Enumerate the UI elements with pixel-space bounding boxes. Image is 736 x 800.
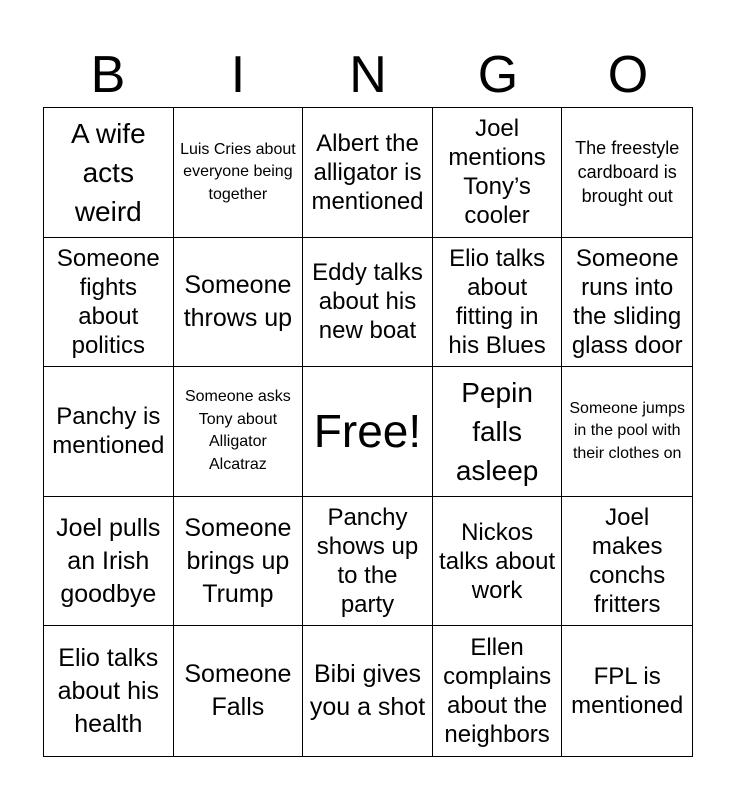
- bingo-cell-text: Elio talks about fitting in his Blues: [448, 244, 546, 359]
- bingo-free-cell[interactable]: [303, 367, 433, 497]
- bingo-cell[interactable]: [303, 108, 433, 238]
- bingo-cell-text: Joel makes conchs fritters: [589, 504, 666, 619]
- bingo-cell-text: The freestyle cardboard is brought out: [575, 138, 680, 207]
- bingo-cell[interactable]: [433, 108, 563, 238]
- bingo-cell[interactable]: [433, 238, 563, 368]
- bingo-cell[interactable]: [44, 626, 174, 756]
- header-letter-i: I: [230, 46, 246, 104]
- bingo-cell[interactable]: [44, 108, 174, 238]
- bingo-cell[interactable]: [303, 626, 433, 756]
- bingo-cell[interactable]: [433, 626, 563, 756]
- bingo-cell[interactable]: [562, 497, 692, 627]
- bingo-header: [43, 46, 693, 104]
- bingo-cell-text: Someone brings up Trump: [184, 513, 292, 608]
- bingo-cell-text: Someone runs into the sliding glass door: [571, 244, 683, 359]
- bingo-cell-text: Free!: [313, 405, 422, 458]
- bingo-cell[interactable]: [174, 367, 304, 497]
- bingo-cell[interactable]: [562, 626, 692, 756]
- bingo-cell-text: Someone throws up: [183, 270, 293, 332]
- bingo-cell-text: Panchy is mentioned: [52, 403, 165, 460]
- header-letter-g: G: [477, 46, 519, 104]
- header-letter-o: O: [607, 46, 649, 104]
- bingo-cell-text: Albert the alligator is mentioned: [311, 129, 424, 215]
- bingo-cell-text: Someone asks Tony about Alligator Alcatraz: [184, 388, 291, 473]
- bingo-cell[interactable]: [174, 626, 304, 756]
- header-letter-n: N: [349, 46, 387, 104]
- bingo-cell-text: Joel pulls an Irish goodbye: [56, 513, 161, 608]
- bingo-cell-text: Someone fights about politics: [56, 244, 160, 359]
- bingo-cell-text: Luis Cries about everyone being together: [180, 140, 296, 203]
- bingo-cell-text: Ellen complains about the neighbors: [443, 634, 552, 749]
- bingo-cell[interactable]: [44, 238, 174, 368]
- bingo-cell-text: Pepin falls asleep: [455, 376, 539, 486]
- bingo-cell-text: Panchy shows up to the party: [316, 504, 419, 619]
- bingo-cell[interactable]: [44, 367, 174, 497]
- bingo-cell[interactable]: [174, 238, 304, 368]
- bingo-cell[interactable]: [174, 497, 304, 627]
- bingo-cell-text: Bibi gives you a shot: [309, 660, 426, 722]
- header-letter-b: B: [90, 46, 126, 104]
- bingo-cell[interactable]: [303, 497, 433, 627]
- bingo-cell-text: A wife acts weird: [70, 117, 146, 227]
- bingo-cell-text: FPL is mentioned: [571, 663, 684, 720]
- bingo-grid: [43, 107, 693, 757]
- bingo-cell[interactable]: [433, 367, 563, 497]
- bingo-cell-text: Joel mentions Tony’s cooler: [448, 115, 546, 230]
- bingo-cell-text: Someone Falls: [184, 660, 292, 722]
- bingo-cell[interactable]: [44, 497, 174, 627]
- bingo-cell[interactable]: [562, 108, 692, 238]
- bingo-cell-text: Nickos talks about work: [439, 518, 556, 604]
- bingo-cell-text: Elio talks about his health: [57, 643, 160, 738]
- bingo-cell[interactable]: [303, 238, 433, 368]
- bingo-cell[interactable]: [562, 367, 692, 497]
- bingo-cell[interactable]: [562, 238, 692, 368]
- bingo-cell[interactable]: [174, 108, 304, 238]
- bingo-cell-text: Someone jumps in the pool with their clothes on: [569, 399, 685, 462]
- bingo-cell[interactable]: [433, 497, 563, 627]
- bingo-cell-text: Eddy talks about his new boat: [312, 259, 423, 345]
